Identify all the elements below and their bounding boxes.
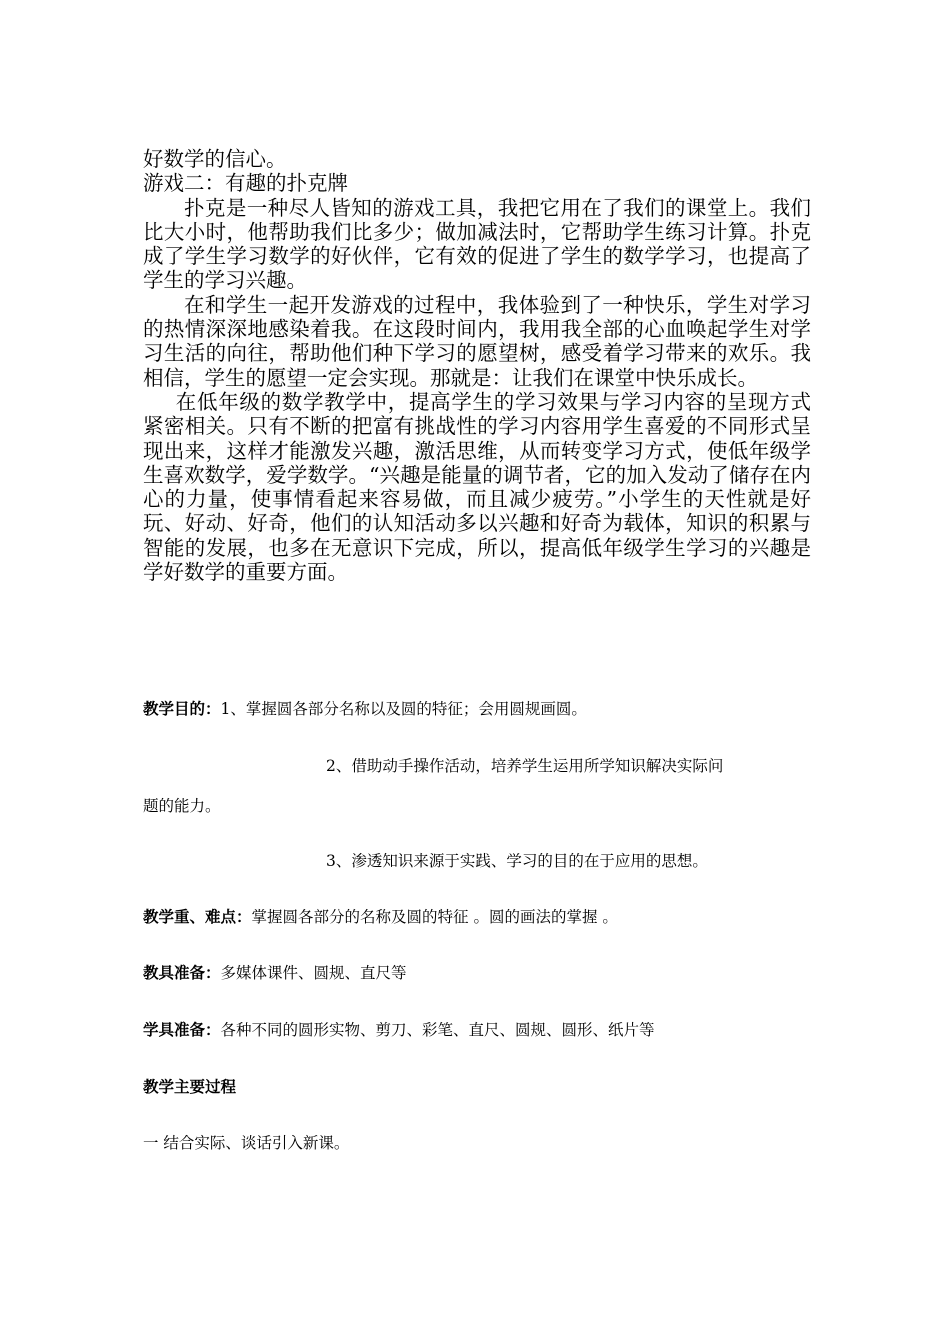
teaching-goal-1: 1、掌握圆各部分名称以及圆的特征；会用圆规画圆。 (220, 700, 587, 718)
conclusion-paragraph: 在低年级的数学教学中，提高学生的学习效果与学习内容的呈现方式紧密相关。只有不断的把富有挑战性的学习内容用学生喜爱的不同形式呈现出来，这样才能激发兴趣，激活思维，从而转变学习方式，使低年级学生喜欢数学，爱学数学。“兴趣是能量的调节者，它的加入发动了储存在内心的力量，使事情看起来容易做，而且减少疲劳。”小学生的天性就是好玩、好动、好奇，他们的认知活动多以兴趣和好奇为载体，知识的积累与智能的发展，也多在无意识下完成，所以，提高低年级学生学习的兴趣是学好数学的重要方面。 (143, 389, 811, 585)
paragraph-continuation: 好数学的信心。 (143, 147, 287, 171)
experience-paragraph: 在和学生一起开发游戏的过程中，我体验到了一种快乐，学生对学习的热情深深地感染着我。在这段时间内，我用我全部的心血唤起学生对学习生活的向往，帮助他们种下学习的愿望树，感受着学习带来的欢乐。我相信，学生的愿望一定会实现。那就是：让我们在课堂中快乐成长。 (143, 292, 811, 390)
student-tools-label: 学具准备： (143, 1020, 221, 1039)
teaching-tools-label: 教具准备： (143, 963, 221, 982)
student-tools-line (143, 1018, 655, 1040)
game-two-heading: 游戏二：有趣的扑克牌 (143, 171, 348, 196)
teaching-tools-line (143, 961, 407, 983)
essay-section (143, 147, 811, 584)
teaching-goal-2: 2、借助动手操作活动，培养学生运用所学知识解决实际问 (326, 757, 724, 775)
teaching-tools-text: 多媒体课件、圆规、直尺等 (220, 964, 407, 982)
key-points-line (143, 905, 618, 927)
teaching-goal-line (143, 697, 587, 719)
process-step-1: 一 结合实际、谈话引入新课。 (143, 1134, 350, 1152)
teaching-goal-label: 教学目的： (143, 699, 221, 718)
teaching-goal-3: 3、渗透知识来源于实践、学习的目的在于应用的思想。 (326, 852, 708, 870)
student-tools-text: 各种不同的圆形实物、剪刀、彩笔、直尺、圆规、圆形、纸片等 (220, 1021, 655, 1039)
key-points-text: 掌握圆各部分的名称及圆的特征 。圆的画法的掌握 。 (251, 908, 618, 926)
poker-paragraph: 扑克是一种尽人皆知的游戏工具，我把它用在了我们的课堂上。我们比大小时，他帮助我们比多少；做加减法时，它帮助学生练习计算。扑克成了学生学习数学的好伙伴，它有效的促进了学生的数学学习，也提高了学生的学习兴趣。 (143, 195, 811, 293)
key-points-label: 教学重、难点： (143, 907, 252, 926)
teaching-goal-2-continued: 题的能力。 (143, 797, 221, 815)
process-heading: 教学主要过程 (143, 1077, 237, 1096)
